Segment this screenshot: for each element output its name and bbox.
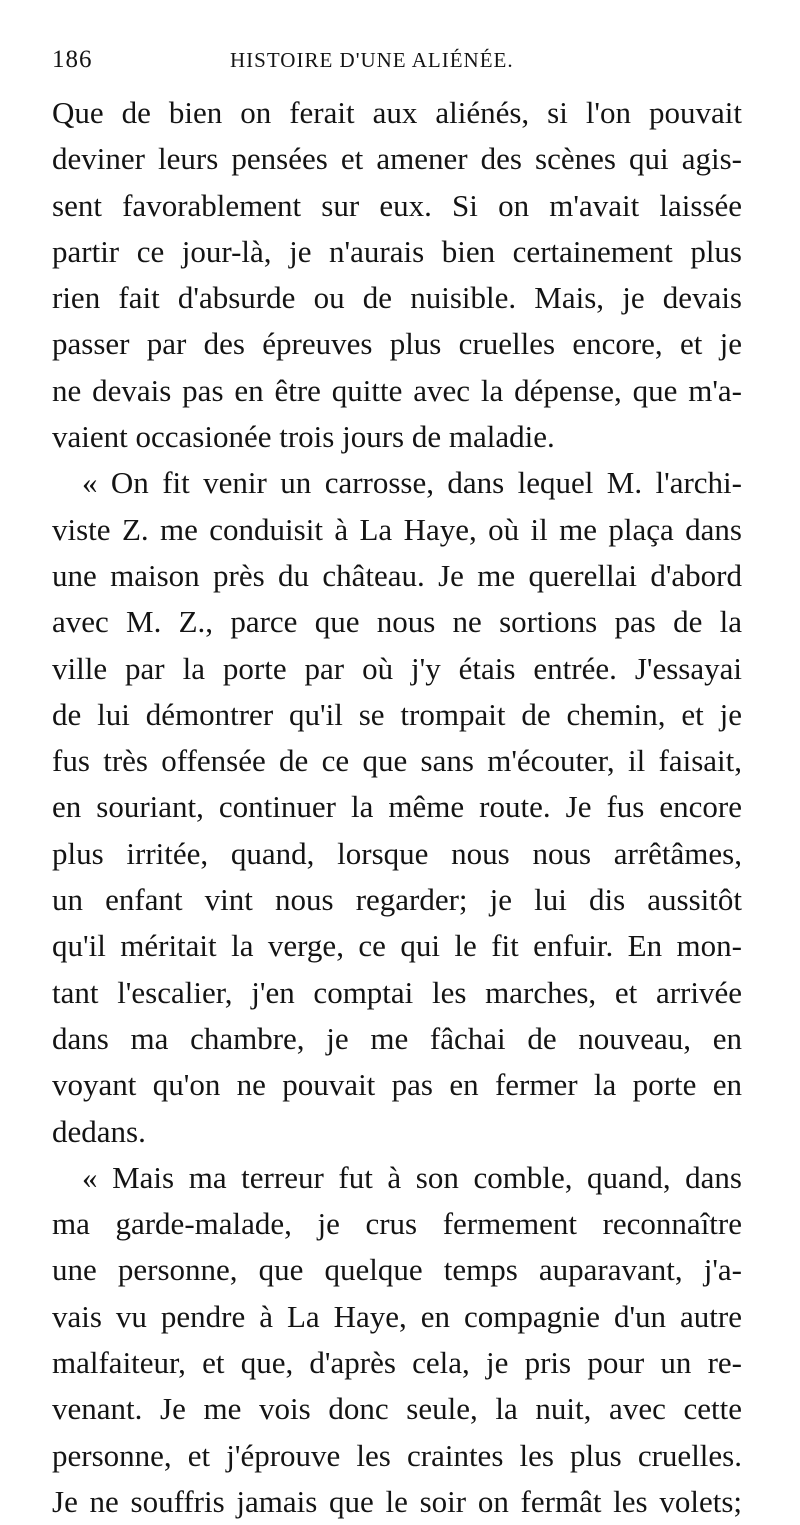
text-line: fus très offensée de ce que sans m'écouter, il faisait,: [52, 743, 742, 779]
text-line: vais vu pendre à La Haye, en compagnie d'un autre: [52, 1298, 742, 1334]
text-line: venant. Je me vois donc seule, la nuit, avec cette: [52, 1391, 742, 1427]
text-line: de lui démontrer qu'il se trompait de chemin, et je: [52, 696, 742, 732]
page-header: [0, 46, 800, 76]
text-line: tant l'escalier, j'en comptai les marches, et arrivée: [52, 974, 742, 1010]
text-line: ville par la porte par où j'y étais entrée. J'essayai: [52, 650, 742, 686]
text-line: en souriant, continuer la même route. Je fus encore: [52, 789, 742, 825]
text-line: deviner leurs pensées et amener des scènes qui agis-: [52, 141, 742, 177]
text-line: dans ma chambre, je me fâchai de nouveau, en: [52, 1020, 742, 1056]
text-line: « Mais ma terreur fut à son comble, quand, dans: [82, 1159, 742, 1195]
body-text: [52, 90, 742, 1525]
text-line: ma garde-malade, je crus fermement reconnaître: [52, 1206, 742, 1242]
text-line: viste Z. me conduisit à La Haye, où il me plaça dans: [52, 511, 742, 547]
text-line: dedans.: [52, 1113, 146, 1149]
text-line: rien fait d'absurde ou de nuisible. Mais, je devais: [52, 280, 742, 316]
text-line: plus irritée, quand, lorsque nous nous arrêtâmes,: [52, 835, 742, 871]
text-line: avec M. Z., parce que nous ne sortions pas de la: [52, 604, 742, 640]
text-line: malfaiteur, et que, d'après cela, je pris pour un re-: [52, 1345, 742, 1381]
text-line: partir ce jour-là, je n'aurais bien certainement plus: [52, 233, 742, 269]
text-line: Que de bien on ferait aux aliénés, si l'on pouvait: [52, 95, 742, 130]
text-line: passer par des épreuves plus cruelles encore, et je: [52, 326, 742, 362]
text-line: personne, et j'éprouve les craintes les plus cruelles.: [52, 1437, 742, 1473]
text-line: un enfant vint nous regarder; je lui dis aussitôt: [52, 882, 742, 918]
text-line: voyant qu'on ne pouvait pas en fermer la porte en: [52, 1067, 742, 1103]
text-line: Je ne souffris jamais que le soir on fermât les volets;: [52, 1483, 742, 1519]
text-line: ne devais pas en être quitte avec la dépense, que m'a-: [52, 372, 742, 408]
text-line: une maison près du château. Je me querellai d'abord: [52, 557, 742, 593]
text-line: sent favorablement sur eux. Si on m'avait laissée: [52, 187, 742, 223]
page-number: 186: [52, 46, 93, 73]
running-title: HISTOIRE D'UNE ALIÉNÉE.: [230, 48, 514, 72]
text-line: vaient occasionée trois jours de maladie.: [52, 419, 555, 455]
text-line: qu'il méritait la verge, ce qui le fit enfuir. En mon-: [52, 928, 742, 964]
text-line: « On fit venir un carrosse, dans lequel M. l'archi-: [82, 465, 742, 501]
text-line: une personne, que quelque temps auparavant, j'a-: [52, 1252, 742, 1288]
